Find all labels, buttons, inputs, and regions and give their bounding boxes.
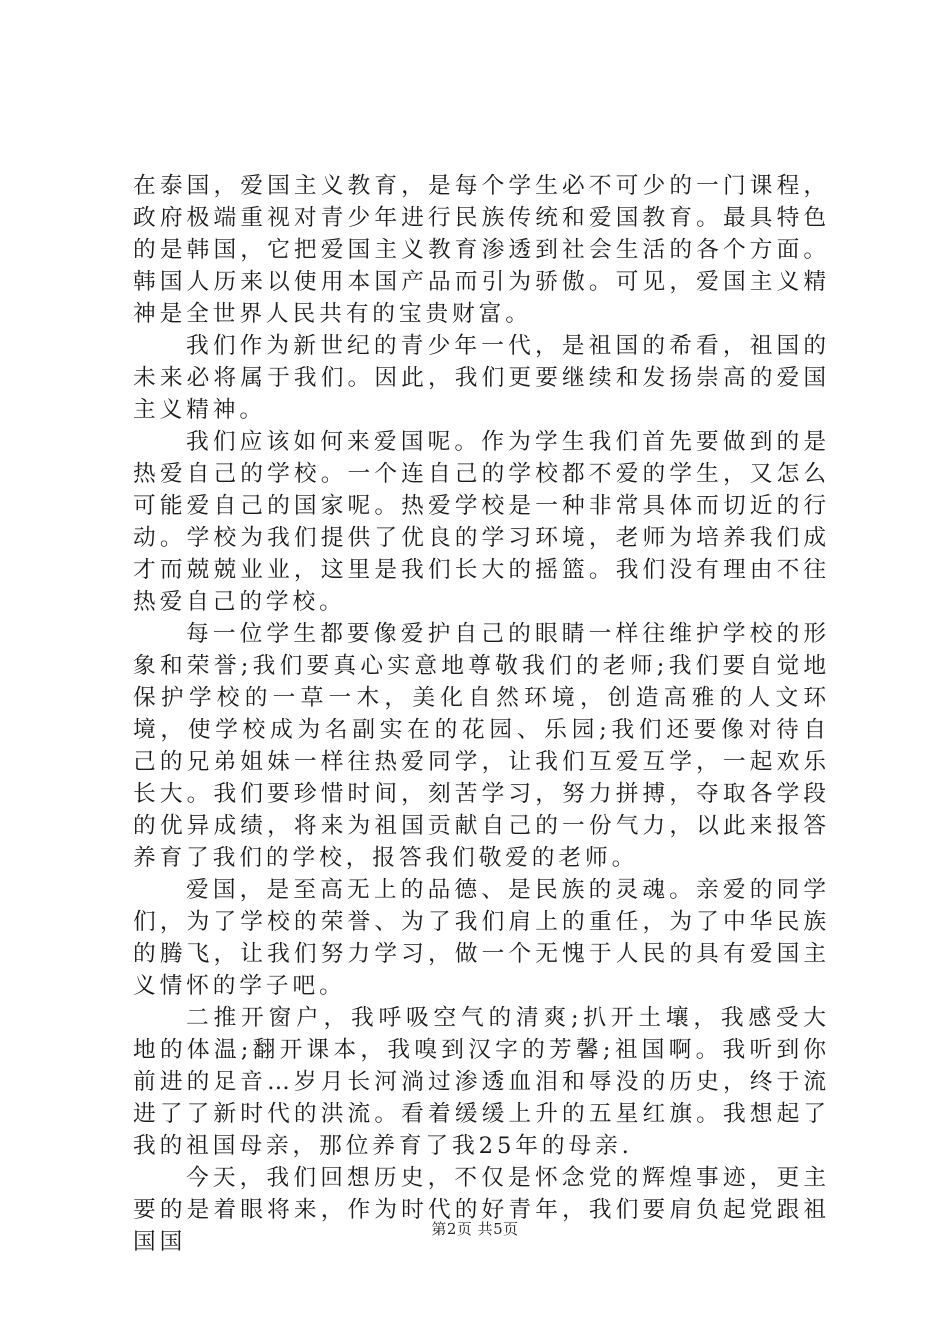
paragraph-2: 我们作为新世纪的青少年一代，是祖国的希看，祖国的未来必将属于我们。因此，我们更要继续和发扬崇高的爱国主义精神。 bbox=[133, 333, 830, 423]
document-body bbox=[133, 170, 830, 1258]
paragraph-6: 二推开窗户，我呼吸空气的清爽;扒开土壤，我感受大地的体温;翻开课本，我嗅到汉字的芳馨;祖国啊。我听到你前进的足音…岁月长河淌过渗透血泪和辱没的历史，终于流进了了新时代的洪流。看着缓缓上升的五星红旗。我想起了我的祖国母亲，那位养育了我25年的母亲. bbox=[133, 1005, 830, 1159]
paragraph-1: 在泰国，爱国主义教育，是每个学生必不可少的一门课程，政府极端重视对青少年进行民族传统和爱国教育。最具特色的是韩国，它把爱国主义教育渗透到社会生活的各个方面。韩国人历来以使用本国产品而引为骄傲。可见，爱国主义精神是全世界人民共有的宝贵财富。 bbox=[133, 173, 830, 327]
paragraph-5: 爱国，是至高无上的品德、是民族的灵魂。亲爱的同学们，为了学校的荣誉、为了我们肩上的重任，为了中华民族的腾飞，让我们努力学习，做一个无愧于人民的具有爱国主义情怀的学子吧。 bbox=[133, 877, 830, 999]
page-number-footer: 第2页 共5页 bbox=[431, 1220, 519, 1238]
paragraph-3: 我们应该如何来爱国呢。作为学生我们首先要做到的是热爱自己的学校。一个连自己的学校都不爱的学生，又怎么可能爱自己的国家呢。热爱学校是一种非常具体而切近的行动。学校为我们提供了优良的学习环境，老师为培养我们成才而兢兢业业，这里是我们长大的摇篮。我们没有理由不往热爱自己的学校。 bbox=[133, 429, 830, 615]
paragraph-7: 今天，我们回想历史，不仅是怀念党的辉煌事迹，更主要的是着眼将来，作为时代的好青年，我们要肩负起党跟祖国国 bbox=[133, 1165, 830, 1255]
paragraph-4: 每一位学生都要像爱护自己的眼睛一样往维护学校的形象和荣誉;我们要真心实意地尊敬我们的老师;我们要自觉地保护学校的一草一木，美化自然环境，创造高雅的人文环境，使学校成为名副实在的花园、乐园;我们还要像对待自己的兄弟姐妹一样往热爱同学，让我们互爱互学，一起欢乐长大。我们要珍惜时间，刻苦学习，努力拼搏，夺取各学段的优异成绩，将来为祖国贡献自己的一份气力，以此来报答养育了我们的学校，报答我们敬爱的老师。 bbox=[133, 621, 830, 871]
